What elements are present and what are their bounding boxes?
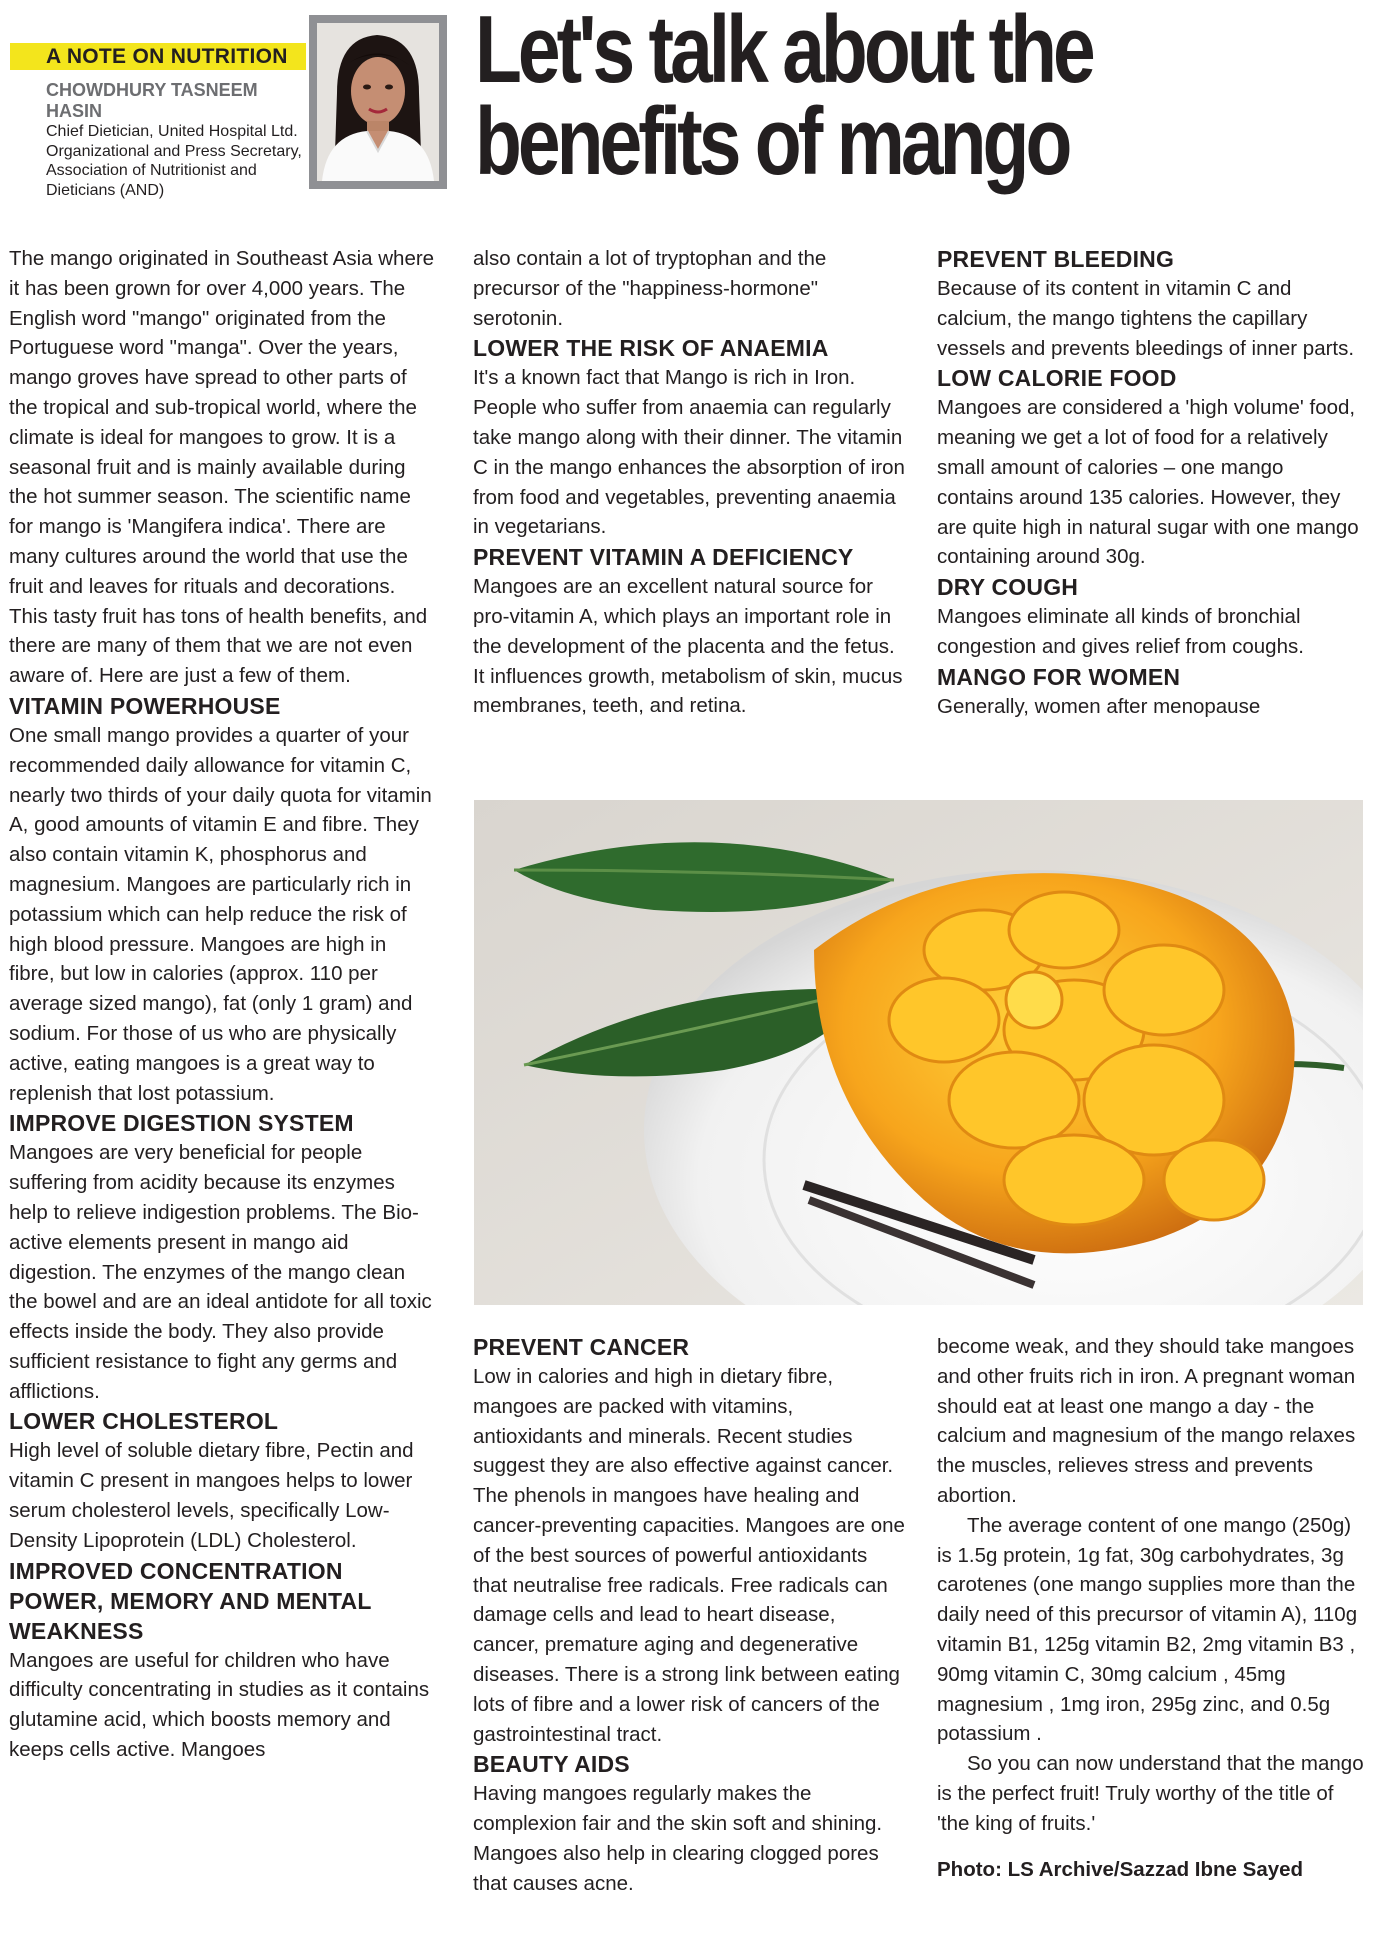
heading-vitamin-powerhouse: VITAMIN POWERHOUSE	[9, 692, 281, 719]
section-tag	[10, 43, 306, 70]
heading-prevent-cancer: PREVENT CANCER	[473, 1334, 690, 1360]
article-column-3-bottom	[937, 1332, 1365, 1884]
paragraph-beauty-aids: Having mangoes regularly makes the complexion fair and the skin soft and shining. Mangoes also help in clearing clogged pores that causes acne.	[473, 1782, 883, 1895]
headline-line-2: benefits of mango	[475, 88, 1069, 195]
heading-mango-for-women: MANGO FOR WOMEN	[937, 663, 1181, 690]
author-portrait-image	[317, 23, 439, 181]
paragraph-lower-risk-anaemia: It's a known fact that Mango is rich in Iron. People who suffer from anaemia can regularly take mango along with their dinner. The vitamin C in the mango enhances the absorption of iron from food and vegetables, preventing anaemia in vegetarians.	[473, 366, 905, 539]
section-tag-label: A NOTE ON NUTRITION	[46, 45, 288, 68]
headline-line-1: Let's talk about the	[475, 0, 1092, 103]
heading-low-calorie-food: LOW CALORIE FOOD	[937, 365, 1177, 392]
article-column-2-bottom	[473, 1332, 905, 1899]
author-photo	[309, 15, 447, 189]
author-role-4: Dieticians (AND)	[46, 181, 165, 199]
article-column-1	[9, 244, 437, 1765]
heading-improve-digestion: IMPROVE DIGESTION SYSTEM	[9, 1110, 354, 1137]
photo-credit: Photo: LS Archive/Sazzad Ibne Sayed	[937, 1857, 1304, 1881]
article-column-3	[937, 244, 1365, 722]
paragraph-dry-cough: Mangoes eliminate all kinds of bronchial congestion and gives relief from coughs.	[937, 605, 1304, 658]
paragraph-mango-for-women: Generally, women after menopause	[937, 694, 1261, 718]
paragraph-improve-digestion: Mangoes are very beneficial for people suffering from acidity because its enzymes help to relieve indigestion problems. The Bio-active elements present in mango aid digestion. The enzymes of the mango clean the bowel and are an ideal antidote for all toxic effects inside the body. They also provide sufficient resistance to fight any germs and afflictions.	[9, 1141, 432, 1403]
carved-mango-image	[474, 800, 1363, 1305]
headline	[475, 0, 1092, 195]
paragraph-prevent-vitamin-a-deficiency: Mangoes are an excellent natural source for pro-vitamin A, which plays an important role in the development of the placenta and the fetus. It influences growth, metabolism of skin, mucus membranes, teeth, and retina.	[473, 575, 903, 718]
heading-improved-concentration: IMPROVED CONCENTRATION POWER, MEMORY AND MENTAL WEAKNESS	[9, 1557, 372, 1644]
author-role-1: Chief Dietician, United Hospital Ltd.	[46, 123, 298, 140]
paragraph-improved-concentration: Mangoes are useful for children who have difficulty concentrating in studies as it contains glutamine acid, which boosts memory and keeps cells active. Mangoes	[9, 1648, 430, 1762]
heading-beauty-aids: BEAUTY AIDS	[473, 1751, 630, 1778]
byline	[46, 80, 306, 200]
paragraph-prevent-bleeding: Because of its content in vitamin C and calcium, the mango tightens the capillary vessels and prevents bleedings of inner parts.	[937, 277, 1355, 360]
author-role-3: Association of Nutritionist and	[46, 162, 257, 179]
paragraph-lower-cholesterol: High level of soluble dietary fibre, Pectin and vitamin C present in mangoes helps to lower serum cholesterol levels, specifically Low-Density Lipoprotein (LDL) Cholesterol.	[9, 1439, 414, 1552]
paragraph-conclusion: So you can now understand that the mango is the perfect fruit! Truly worthy of the title of 'the king of fruits.'	[937, 1752, 1364, 1835]
article-column-2	[473, 244, 905, 721]
paragraph-low-calorie-food: Mangoes are considered a 'high volume' food, meaning we get a lot of food for a relatively small amount of calories – one mango contains around 135 calories. However, they are quite high in natural sugar with one mango containing around 30g.	[937, 396, 1359, 569]
paragraph-women-continued: become weak, and they should take mangoes and other fruits rich in iron. A pregnant woman should eat at least one mango a day - the calcium and magnesium of the mango relaxes the muscles, relieves stress and prevents abortion.	[937, 1335, 1356, 1507]
paragraph-prevent-cancer: Low in calories and high in dietary fibre, mangoes are packed with vitamins, antioxidants and minerals. Recent studies suggest they are also effective against cancer. The phenols in mangoes have healing and cancer-preventing capacities. Mangoes are one of the best sources of powerful antioxidants that neutralise free radicals. Free radicals can damage cells and lead to heart disease, cancer, premature aging and degenerative diseases. There is a strong link between eating lots of fibre and a lower risk of cancers of the gastrointestinal tract.	[473, 1365, 905, 1746]
carved-mango-photo	[474, 800, 1363, 1305]
author-role-2: Organizational and Press Secretary,	[46, 142, 302, 160]
paragraph-nutrient-content: The average content of one mango (250g) is 1.5g protein, 1g fat, 30g carbohydrates, 3g carotenes (one mango supplies more than the daily need of this precursor of vitamin A), 110g vitamin B1, 125g vitamin B2, 2mg vitamin B3 , 90mg vitamin C, 30mg calcium , 45mg magnesium , 1mg iron, 295g zinc, and 0.5g potassium .	[937, 1513, 1358, 1746]
heading-lower-risk-anaemia: LOWER THE RISK OF ANAEMIA	[473, 335, 829, 362]
paragraph-vitamin-powerhouse: One small mango provides a quarter of your recommended daily allowance for vitamin C, nearly two thirds of your daily quota for vitamin A, good amounts of vitamin E and fibre. They also contain vitamin K, phosphorus and magnesium. Mangoes are particularly rich in potassium which can help reduce the risk of high blood pressure. Mangoes are high in fibre, but low in calories (approx. 110 per average sized mango), fat (only 1 gram) and sodium. For those of us who are physically active, eating mangoes is a great way to replenish that lost potassium.	[9, 723, 432, 1105]
heading-dry-cough: DRY COUGH	[937, 574, 1079, 601]
intro-paragraph: The mango originated in Southeast Asia where it has been grown for over 4,000 years. The English word "mango" originated from the Portuguese word "manga". Over the years, mango groves have spread to other parts of the tropical and sub-tropical world, where the climate is ideal for mangoes to grow. It is a seasonal fruit and is mainly available during the hot summer season. The scientific name for mango is 'Mangifera indica'. There are many cultures around the world that use the fruit and leaves for rituals and decorations. This tasty fruit has tons of health benefits, and there are many of them that we are not even aware of. Here are just a few of them.	[9, 247, 435, 688]
heading-prevent-vitamin-a-deficiency: PREVENT VITAMIN A DEFICIENCY	[473, 544, 854, 571]
paragraph-concentration-continued: also contain a lot of tryptophan and the precursor of the "happiness-hormone" serotonin.	[473, 247, 827, 330]
heading-prevent-bleeding: PREVENT BLEEDING	[937, 246, 1175, 272]
author-name: CHOWDHURY TASNEEM HASIN	[46, 80, 258, 121]
heading-lower-cholesterol: LOWER CHOLESTEROL	[9, 1408, 279, 1435]
